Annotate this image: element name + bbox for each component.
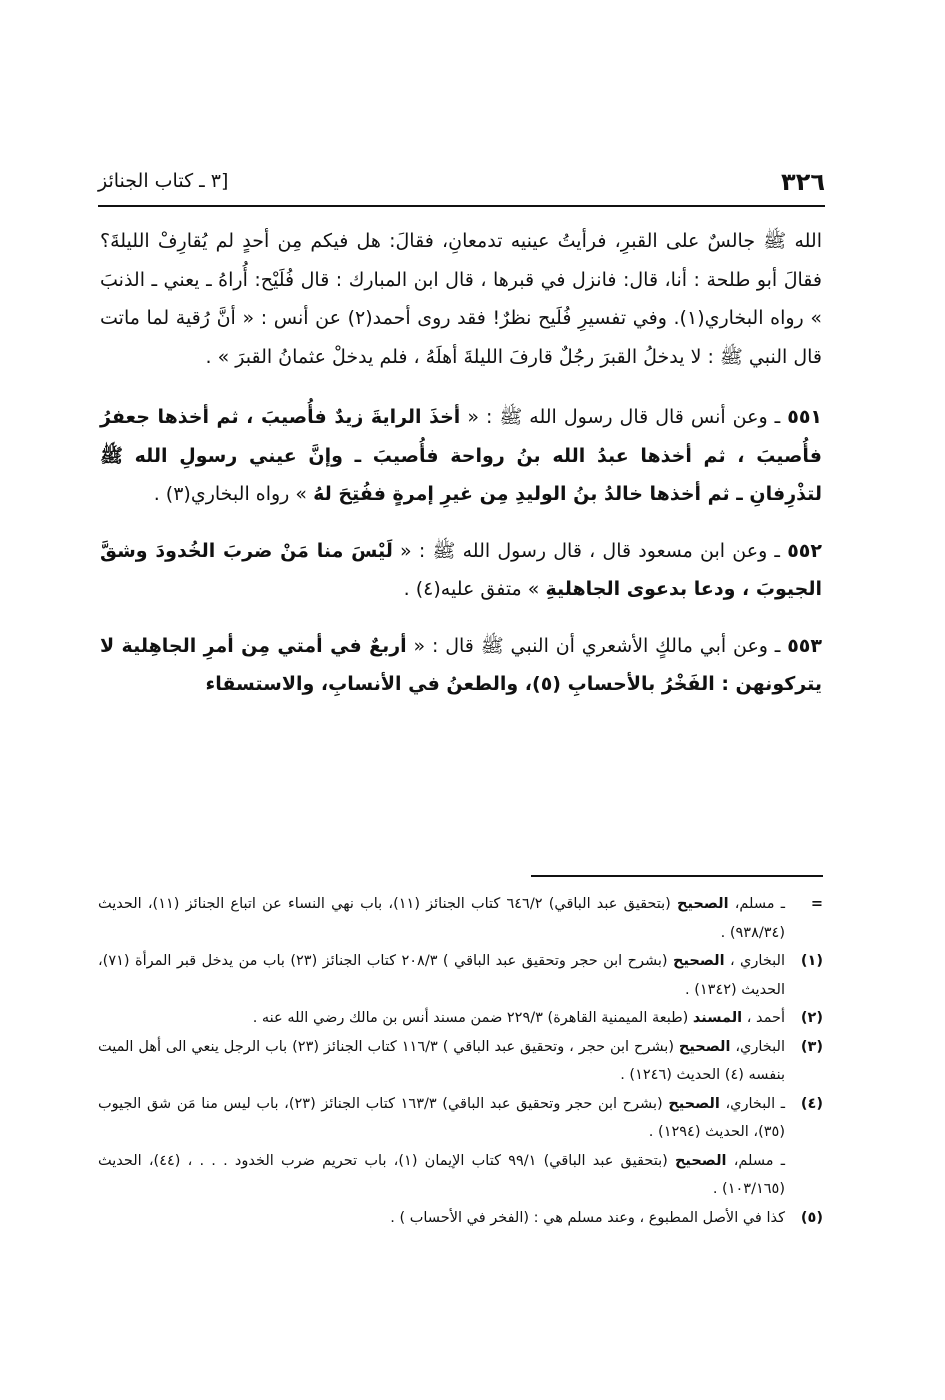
hadith-intro: ـ وعن ابن مسعود قال ، قال رسول الله ﷺ : «	[392, 539, 788, 562]
page-header	[98, 166, 825, 202]
footnote-marker: (٢)	[800, 1010, 823, 1026]
footnote-author: أحمد ،	[742, 1010, 785, 1026]
header-divider	[98, 205, 825, 207]
footnote-book-title: الصحيح	[673, 953, 725, 969]
footnote-3	[98, 1033, 825, 1090]
hadith-551	[100, 398, 822, 514]
hadith-552	[100, 532, 822, 609]
footnote-2	[98, 1004, 825, 1033]
footnote-author: البخاري،	[730, 1038, 785, 1055]
page-number: ٣٢٦	[781, 168, 825, 196]
hadith-number: ٥٥٣	[787, 634, 822, 657]
hadith-intro: ـ وعن أنس قال قال رسول الله ﷺ : «	[460, 406, 788, 428]
footnote-marker: (٤)	[800, 1095, 823, 1112]
footnote-book-title: الصحيح	[678, 1038, 731, 1055]
footnote-book-title: الصحيح	[668, 1095, 720, 1112]
chapter-title: [٣ ـ كتاب الجنائز	[98, 170, 229, 192]
footnote-book-title: الصحيح	[677, 896, 729, 912]
footnote-author: ـ مسلم،	[726, 1152, 785, 1169]
hadith-source: » متفق عليه(٤) .	[403, 578, 546, 600]
footnote-marker: (٣)	[800, 1038, 823, 1055]
footnote-marker: =	[810, 896, 823, 912]
hadith-text: أربعٌ في أمتي مِن أمرِ الجاهِلية لا يتركونهن : الفَخْرُ بالأحسابِ (٥)، والطعنُ في الأنسابِ، والاستسقاء	[100, 634, 822, 695]
main-text	[100, 222, 822, 722]
footnote-4	[98, 1090, 825, 1147]
footnote-continued	[98, 890, 825, 947]
footnote-book-title: المسند	[692, 1010, 743, 1026]
hadith-number: ٥٥٢	[787, 539, 822, 562]
hadith-intro: ـ وعن أبي مالكٍ الأشعري أن النبي ﷺ قال : «	[406, 634, 788, 657]
hadith-text: لَيْسَ منا مَنْ ضربَ الخُدودَ وشقَّ الجيوبَ ، ودعا بدعوى الجاهليةِ	[100, 539, 822, 600]
footnote-reference: (بشرح ابن حجر وتحقيق عبد الباقي) ١٦٣/٣ كتاب الجنائز (٢٣)، باب ليس منا مَن شق الجيوب (٣٥)، الحديث (١٢٩٤) .	[98, 1095, 785, 1140]
footnote-divider	[531, 875, 823, 877]
hadith-553	[100, 627, 822, 704]
footnote-reference: كذا في الأصل المطبوع ، وعند مسلم هي : (الفخر في الأحساب ) .	[390, 1209, 785, 1226]
footnote-reference: (بتحقيق عبد الباقي) ٩٩/١ كتاب الإيمان (١)، باب تحريم ضرب الخدود . . . ، (٤٤)، الحديث (١٠٣/١٦٥) .	[98, 1152, 785, 1197]
hadith-number: ٥٥١	[787, 406, 823, 428]
footnotes	[98, 890, 825, 1232]
footnote-reference: (بشرح ابن حجر ، وتحقيق عبد الباقي ) ١١٦/٣ كتاب الجنائز (٢٣) باب الرجل ينعي الى أهل الميت بنفسه (٤) الحديث (١٢٤٦) .	[98, 1038, 785, 1083]
footnote-author: ـ البخاري،	[719, 1095, 785, 1112]
footnote-author: البخاري ،	[724, 953, 786, 969]
hadith-text: أخذَ الرايةَ زيدٌ فأُصيبَ ، ثم أخذها جعفرُ فأُصيبَ ، ثم أخذها عبدُ الله بنُ رواحة فأُصيبَ ـ وإنَّ عيني رسولِ الله ﷺ لتذْرِفانِ ـ ثم أخذها خالدُ بنُ الوليدِ مِن غيرِ إمرةٍ ففُتِحَ لهُ	[100, 406, 822, 505]
footnote-marker: (١)	[800, 953, 823, 969]
footnote-4-continued	[98, 1147, 825, 1204]
hadith-source: » رواه البخاري(٣) .	[153, 483, 314, 505]
footnote-reference: (بتحقيق عبد الباقي) ٦٤٦/٢ كتاب الجنائز (١١)، باب نهي النساء عن اتباع الجنائز (١١)، الحديث (٩٣٨/٣٤) .	[98, 896, 785, 941]
paragraph-continuation: الله ﷺ جالسٌ على القبرِ، فرأيتُ عينيه تدمعانِ، فقالَ: هل فيكم مِن أحدٍ لم يُقارِفْ الليلةَ؟ فقالَ أبو طلحة : أنا، قال: فانزل في قبرها ، قال ابن المبارك : قال فُلَيْح: أُراهُ ـ يعني ـ الذنبَ » رواه البخاري(١). وفي تفسيرِ فُلَيح نظرٌ! فقد روى أحمد(٢) عن أنس : « أنَّ رُقية لما ماتت قال النبي ﷺ : لا يدخلُ القبرَ رجُلٌ قارفَ الليلةَ أهلَهُ ، فلم يدخلْ عثمانُ القبرَ » .	[100, 230, 822, 368]
footnote-5	[98, 1204, 825, 1233]
footnote-reference: (بشرح ابن حجر وتحقيق عبد الباقي ) ٢٠٨/٣ كتاب الجنائز (٢٣) باب من يدخل قبر المرأة (٧١)، الحديث (١٣٤٢) .	[98, 953, 785, 998]
footnote-1	[98, 947, 825, 1004]
footnote-reference: (طبعة الميمنية القاهرة) ٢٢٩/٣ ضمن مسند أنس بن مالك رضي الله عنه .	[252, 1010, 693, 1026]
footnote-author: ـ مسلم،	[728, 896, 785, 912]
footnote-marker: (٥)	[800, 1209, 823, 1226]
footnote-book-title: الصحيح	[674, 1152, 727, 1169]
